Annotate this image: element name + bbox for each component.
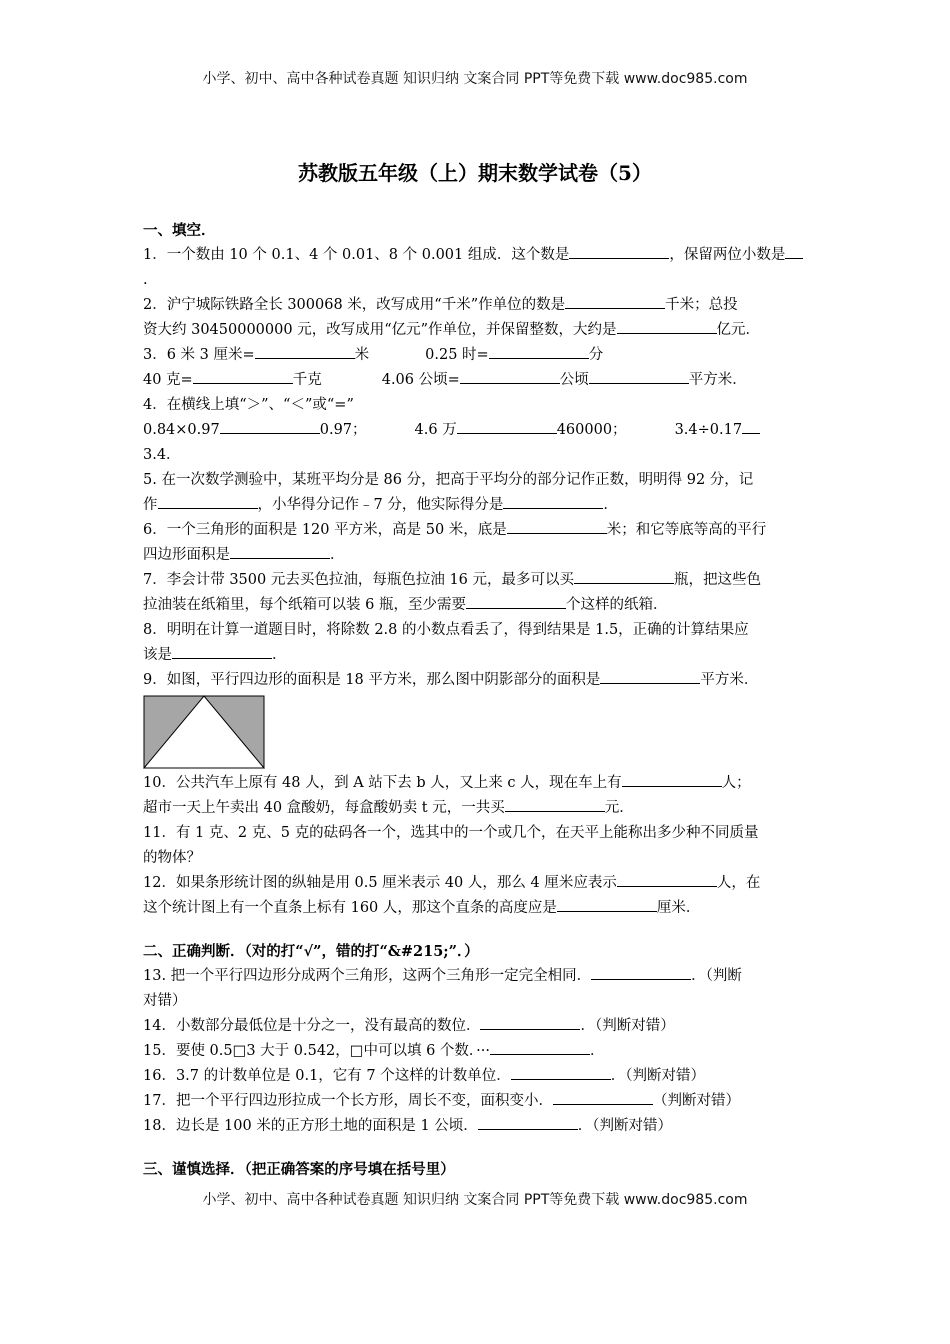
answer-blank[interactable] xyxy=(507,518,607,534)
question-6: 6．一个三角形的面积是 120 平方米，高是 50 米，底是 米；和它等底等高的平行 xyxy=(143,518,813,543)
answer-blank[interactable] xyxy=(478,1114,578,1130)
question-17: 17．把一个平行四边形拉成一个长方形，周长不变，面积变小． （判断对错） xyxy=(143,1089,813,1114)
page-header: 小学、初中、高中各种试卷真题 知识归纳 文案合同 PPT等免费下载 www.doc985.com xyxy=(202,71,748,87)
question-9: 9．如图，平行四边形的面积是 18 平方米，那么图中阴影部分的面积是 平方米． xyxy=(143,668,813,693)
answer-blank[interactable] xyxy=(617,318,717,334)
section-3-heading: 三、谨慎选择．（把正确答案的序号填在括号里） xyxy=(143,1161,455,1178)
answer-blank[interactable] xyxy=(600,668,700,684)
question-1-cont: . xyxy=(143,272,148,288)
answer-blank[interactable] xyxy=(255,343,355,359)
answer-blank[interactable] xyxy=(460,368,560,384)
question-12-cont: 这个统计图上有一个直条上标有 160 人，那这个直条的高度应是 厘米． xyxy=(143,896,813,921)
answer-blank[interactable] xyxy=(503,493,603,509)
question-8: 8．明明在计算一道题目时，将除数 2.8 的小数点看丢了，得到结果是 1.5，正确的计算结果应 xyxy=(143,622,749,638)
question-10-cont: 超市一天上午卖出 40 盒酸奶，每盒酸奶卖 t 元，一共买 元． xyxy=(143,796,813,821)
answer-blank[interactable] xyxy=(557,896,657,912)
question-3-cont: 40 克= 千克 4.06 公顷= 公顷 平方米． xyxy=(143,368,813,393)
question-5: 5. 在一次数学测验中，某班平均分是 86 分，把高于平均分的部分记作正数，明明得 92 分，记 xyxy=(143,472,754,488)
answer-blank[interactable] xyxy=(574,568,674,584)
answer-blank[interactable] xyxy=(569,243,669,259)
answer-blank[interactable] xyxy=(785,243,803,259)
page-title: 苏教版五年级（上）期末数学试卷（5） xyxy=(298,161,652,185)
answer-blank[interactable] xyxy=(622,771,722,787)
answer-blank[interactable] xyxy=(489,343,589,359)
question-6-cont: 四边形面积是 ． xyxy=(143,543,813,568)
question-2: 2．沪宁城际铁路全长 300068 米，改写成用“千米”作单位的数是 千米；总投 xyxy=(143,293,813,318)
answer-blank[interactable] xyxy=(230,543,330,559)
answer-blank[interactable] xyxy=(480,1014,580,1030)
answer-blank[interactable] xyxy=(591,964,691,980)
question-13: 13. 把一个平行四边形分成两个三角形，这两个三角形一定完全相同． ．（判断 xyxy=(143,964,813,989)
exam-content xyxy=(143,218,813,1182)
parallelogram-figure xyxy=(143,695,265,769)
answer-blank[interactable] xyxy=(172,643,272,659)
answer-blank[interactable] xyxy=(553,1089,653,1105)
answer-blank[interactable] xyxy=(193,368,293,384)
answer-blank[interactable] xyxy=(158,493,258,509)
section-2-heading: 二、正确判断．（对的打“√”，错的打“&#215;”．） xyxy=(143,943,479,960)
answer-blank[interactable] xyxy=(565,293,665,309)
question-7: 7．李会计带 3500 元去买色拉油，每瓶色拉油 16 元，最多可以买 瓶，把这些色 xyxy=(143,568,813,593)
question-14: 14．小数部分最低位是十分之一，没有最高的数位． ．（判断对错） xyxy=(143,1014,813,1039)
answer-blank[interactable] xyxy=(457,418,557,434)
question-4-end: 3.4． xyxy=(143,447,181,463)
question-7-cont: 拉油装在纸箱里，每个纸箱可以装 6 瓶，至少需要 个这样的纸箱． xyxy=(143,593,813,618)
question-16: 16．3.7 的计数单位是 0.1，它有 7 个这样的计数单位． ．（判断对错） xyxy=(143,1064,813,1089)
question-11-cont: 的物体？ xyxy=(143,850,201,866)
page-footer: 小学、初中、高中各种试卷真题 知识归纳 文案合同 PPT等免费下载 www.doc985.com xyxy=(202,1192,748,1208)
answer-blank[interactable] xyxy=(505,796,605,812)
section-1-heading: 一、填空． xyxy=(143,222,216,239)
answer-blank[interactable] xyxy=(466,593,566,609)
question-3: 3．6 米 3 厘米= 米 0.25 时= 分 xyxy=(143,343,813,368)
answer-blank[interactable] xyxy=(490,1039,590,1055)
question-4-cont: 0.84×0.97 0.97； 4.6 万 460000； 3.4÷0.17 xyxy=(143,418,813,443)
question-1: 1．一个数由 10 个 0.1、4 个 0.01、8 个 0.001 组成．这个数是 ，保留两位小数是 xyxy=(143,243,813,268)
answer-blank[interactable] xyxy=(589,368,689,384)
question-5-cont: 作 ，小华得分记作﹣7 分，他实际得分是 ． xyxy=(143,493,813,518)
question-11: 11．有 1 克、2 克、5 克的砝码各一个，选其中的一个或几个，在天平上能称出多少种不同质量 xyxy=(143,825,759,841)
answer-blank[interactable] xyxy=(617,871,717,887)
question-2-cont: 资大约 30450000000 元，改写成用“亿元”作单位，并保留整数，大约是 亿元． xyxy=(143,318,813,343)
question-18: 18．边长是 100 米的正方形土地的面积是 1 公顷． ．（判断对错） xyxy=(143,1114,813,1139)
question-15: 15．要使 0.5□3 大于 0.542，□中可以填 6 个数．··· ． xyxy=(143,1039,813,1064)
question-8-cont: 该是 ． xyxy=(143,643,813,668)
answer-blank[interactable] xyxy=(220,418,320,434)
question-4: 4．在横线上填“＞”、“＜”或“=” xyxy=(143,397,354,413)
question-10: 10．公共汽车上原有 48 人，到 A 站下去 b 人，又上来 c 人，现在车上有 人； xyxy=(143,771,813,796)
question-13-cont: 对错） xyxy=(143,993,187,1009)
answer-blank[interactable] xyxy=(742,418,760,434)
answer-blank[interactable] xyxy=(511,1064,611,1080)
question-12: 12．如果条形统计图的纵轴是用 0.5 厘米表示 40 人，那么 4 厘米应表示 人，在 xyxy=(143,871,813,896)
